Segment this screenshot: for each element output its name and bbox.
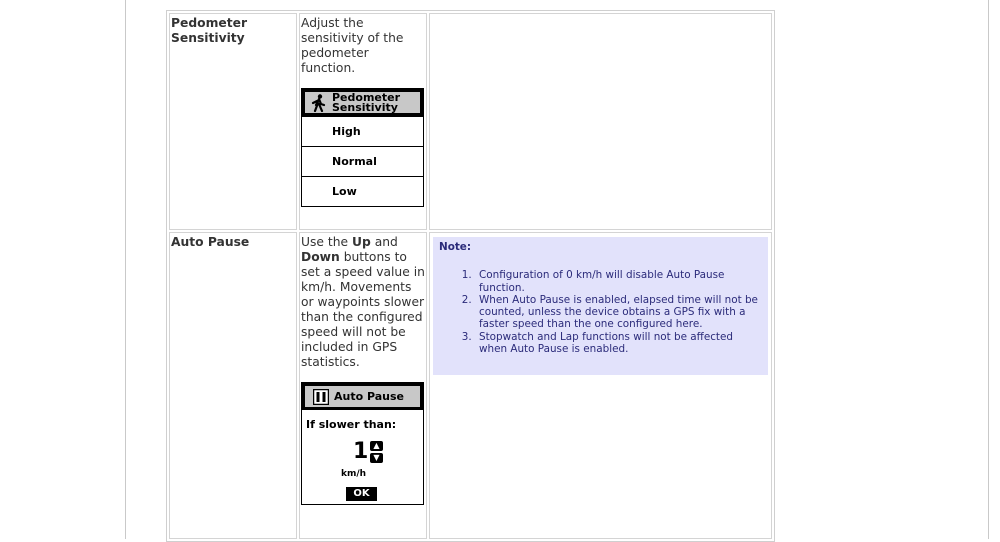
speed-value: 1 bbox=[353, 439, 369, 464]
option-high: High bbox=[302, 116, 423, 146]
down-keyword: Down bbox=[301, 250, 340, 264]
screen-header bbox=[302, 89, 423, 116]
description-text bbox=[301, 235, 425, 370]
screen-header bbox=[302, 383, 423, 410]
setting-name: Auto Pause bbox=[169, 232, 297, 539]
setting-description bbox=[299, 13, 427, 230]
auto-pause-screen-image bbox=[301, 382, 424, 505]
speed-unit: km/h bbox=[341, 469, 367, 479]
pause-icon bbox=[313, 389, 329, 405]
note-cell bbox=[429, 232, 772, 539]
desc-text: and bbox=[370, 235, 398, 249]
pedometer-screen-image bbox=[301, 88, 424, 207]
down-arrow-icon: ▼ bbox=[370, 453, 383, 463]
desc-text: buttons to set a speed value in km/h. Movements or waypoints slower than the configured speed will not be included in GPS statistics. bbox=[301, 250, 425, 369]
table-row bbox=[169, 13, 772, 230]
option-low: Low bbox=[302, 176, 423, 206]
screen-label: If slower than: bbox=[306, 418, 397, 431]
walking-person-icon bbox=[311, 94, 327, 112]
screen-title-line1: Pedometer bbox=[332, 90, 401, 104]
setting-description bbox=[299, 232, 427, 539]
up-keyword: Up bbox=[351, 235, 371, 249]
screen-title-line2: Sensitivity bbox=[332, 100, 398, 114]
ok-button: OK bbox=[346, 487, 377, 501]
empty-note-cell bbox=[429, 13, 772, 230]
setting-name: Pedometer Sensitivity bbox=[169, 13, 297, 230]
up-arrow-icon: ▲ bbox=[370, 441, 383, 451]
note-title: Note: bbox=[439, 241, 472, 253]
desc-text: Use the bbox=[301, 235, 352, 249]
note-list bbox=[439, 269, 762, 355]
left-page-border bbox=[125, 0, 126, 539]
list-item: 2. When Auto Pause is enabled, elapsed time will not be counted, unless the device obtains a GPS fix with a faster speed than the one configured here. bbox=[475, 294, 762, 331]
value-stepper bbox=[370, 441, 384, 465]
table-row bbox=[169, 232, 772, 539]
screen-title: Auto Pause bbox=[334, 389, 405, 403]
description-text: Adjust the sensitivity of the pedometer function. bbox=[301, 16, 404, 75]
list-item: 3. Stopwatch and Lap functions will not be affected when Auto Pause is enabled. bbox=[475, 331, 762, 356]
note-box bbox=[433, 237, 768, 375]
right-page-border bbox=[988, 0, 989, 539]
list-item: 1. Configuration of 0 km/h will disable Auto Pause function. bbox=[475, 269, 762, 294]
settings-table bbox=[166, 10, 775, 542]
option-normal: Normal bbox=[302, 146, 423, 176]
